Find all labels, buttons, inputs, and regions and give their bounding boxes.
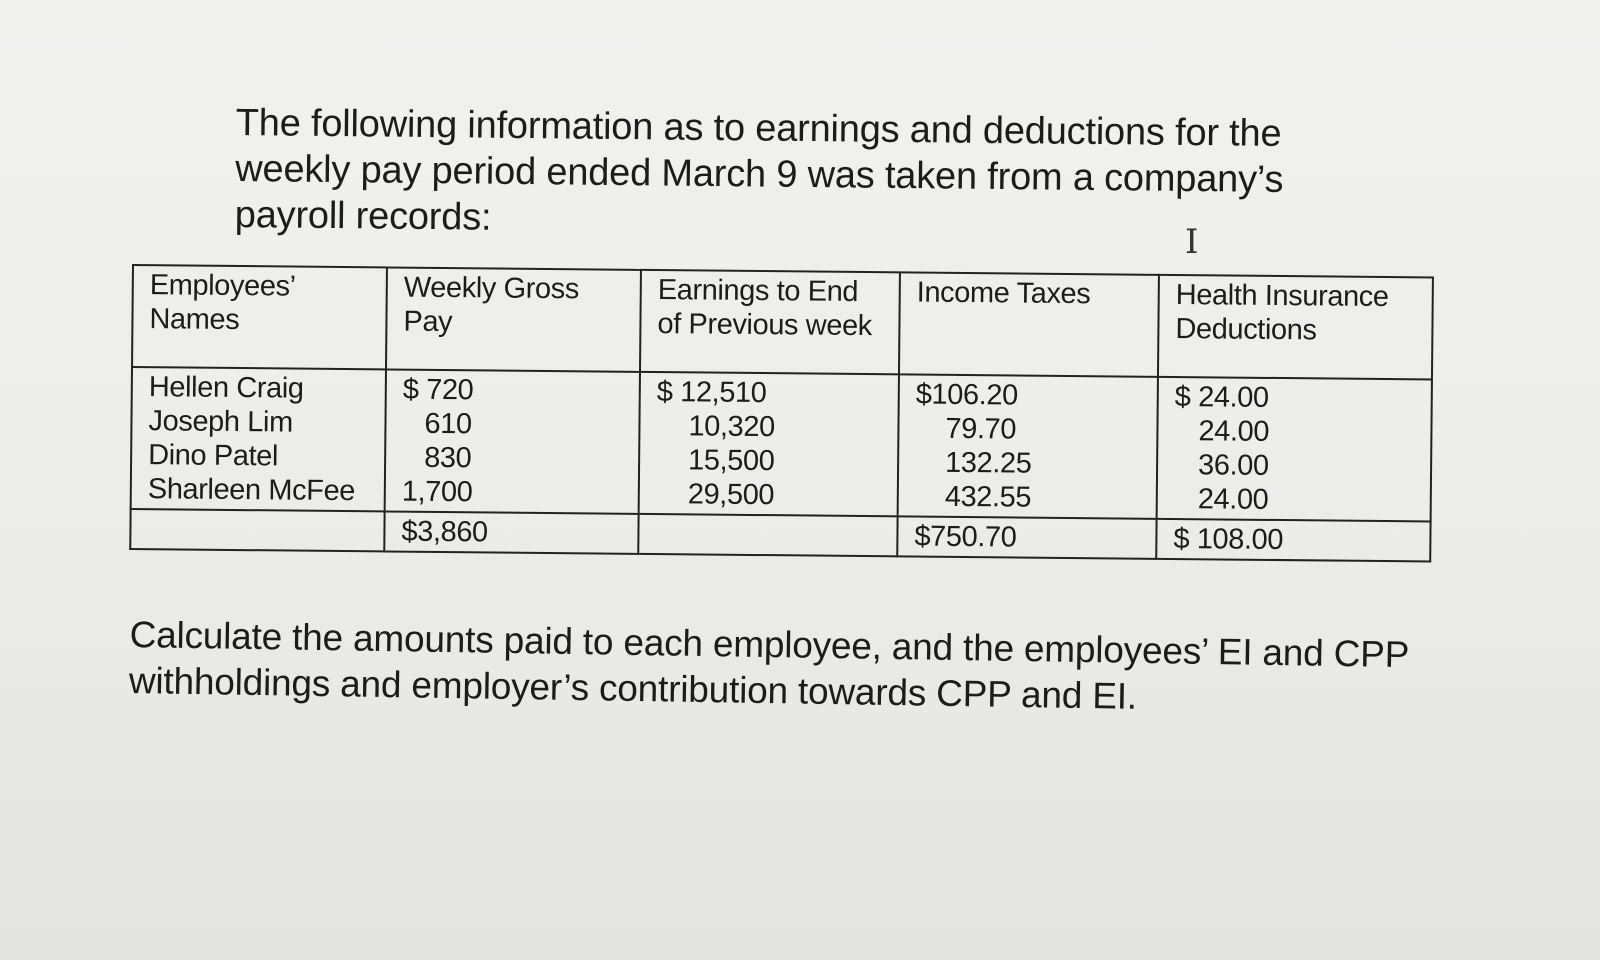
payroll-table-container xyxy=(129,264,1434,562)
income-taxes-cell xyxy=(898,374,1158,518)
gross-pay-value: 830 xyxy=(423,441,472,475)
earnings-previous-cell xyxy=(639,372,899,516)
employee-names-cell xyxy=(131,367,386,511)
header-earnings-previous-week: Earnings to End of Previous week xyxy=(640,270,900,374)
employee-name: Joseph Lim xyxy=(148,405,293,439)
gross-pay-value: 610 xyxy=(424,407,472,441)
gross-pay-value: $ 720 xyxy=(402,373,474,407)
header-weekly-gross-pay: Weekly Gross Pay xyxy=(386,267,641,371)
earnings-previous-total-cell xyxy=(638,514,897,556)
health-insurance-total: $ 108.00 xyxy=(1156,519,1430,562)
employee-name: Dino Patel xyxy=(148,439,279,473)
table-header-row xyxy=(132,265,1433,379)
income-tax-value: $106.20 xyxy=(915,378,1018,412)
health-insurance-value: 24.00 xyxy=(1197,483,1269,516)
health-insurance-cell xyxy=(1157,377,1432,522)
payroll-table xyxy=(129,264,1434,562)
gross-pay-total: $3,860 xyxy=(384,511,638,553)
income-tax-value: 79.70 xyxy=(945,412,1017,446)
table-row xyxy=(131,367,1432,521)
header-health-insurance-deductions: Health Insurance Deductions xyxy=(1158,275,1433,380)
health-insurance-value: $ 24.00 xyxy=(1174,381,1269,414)
earnings-previous-value: $ 12,510 xyxy=(656,376,767,410)
earnings-previous-value: 15,500 xyxy=(687,444,775,478)
header-employee-names: Employees’ Names xyxy=(132,265,387,369)
earnings-previous-value: 29,500 xyxy=(687,478,775,512)
health-insurance-value: 24.00 xyxy=(1198,415,1270,448)
header-income-taxes: Income Taxes xyxy=(899,272,1159,376)
instructions-paragraph: Calculate the amounts paid to each employee, and the employees’ EI and CPP withholdings and employer’s contribution towards CPP and EI. xyxy=(128,613,1409,717)
weekly-gross-pay-cell xyxy=(385,369,640,513)
intro-paragraph: The following information as to earnings and deductions for the weekly pay period ended March 9 was taken from a company’s payroll records: xyxy=(234,101,1284,239)
employee-name: Hellen Craig xyxy=(148,371,304,405)
income-tax-value: 432.55 xyxy=(944,480,1032,514)
text-cursor-icon: I xyxy=(1185,222,1199,262)
income-tax-value: 132.25 xyxy=(944,446,1032,480)
earnings-previous-value: 10,320 xyxy=(688,410,775,444)
employee-name: Sharleen McFee xyxy=(147,473,356,508)
gross-pay-value: 1,700 xyxy=(401,475,473,509)
health-insurance-value: 36.00 xyxy=(1197,449,1269,482)
income-taxes-total: $750.70 xyxy=(897,516,1156,558)
totals-label-cell xyxy=(130,509,384,551)
